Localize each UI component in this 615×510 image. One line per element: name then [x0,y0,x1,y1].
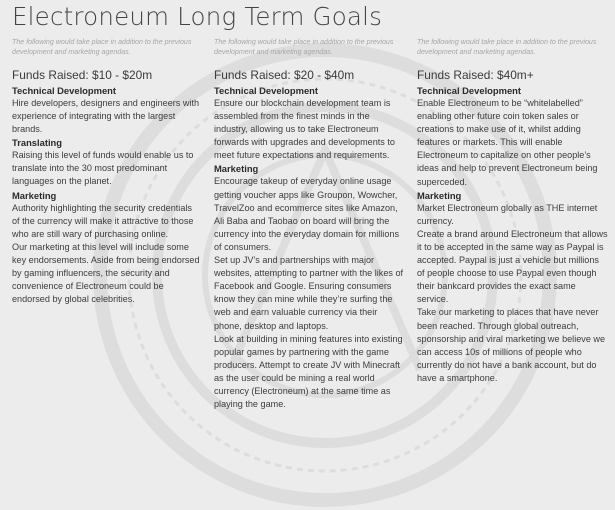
section-body [12,97,202,136]
section-heading-technical-development: Technical Development [214,85,319,96]
paragraph: Look at building in mining features into existing popular games by partnering with the game producers. Attempt to create JV with Minecraft as the user could be mining a real world currency (Electroneum) at the same time as playing the game. [214,333,403,410]
paragraph: Hire developers, designers and engineers with experience of integrating with the largest brands. [12,98,200,135]
paragraph: Market Electroneum globally as THE internet currency. [417,202,598,226]
section-body [214,175,404,411]
section-heading-technical-development: Technical Development [417,85,522,96]
funds-raised-heading: Funds Raised: $40m+ [417,68,534,82]
paragraph: Ensure our blockchain development team is assembled from the finest minds in the industry, allowing us to take Electroneum forwards with upgrades and developments to meet future expectations and requirements. [214,98,395,161]
funds-raised-heading: Funds Raised: $20 - $40m [214,68,355,82]
page-title: Electroneum Long Term Goals [12,2,383,31]
tier-note: The following would take place in addition to the previous development and marketing agendas. [214,38,394,56]
section-heading-marketing: Marketing [12,189,57,201]
tier-note: The following would take place in addition to the previous development and marketing agendas. [417,38,597,56]
paragraph: Encourage takeup of everyday online usage getting voucher apps like Groupon, Wowcher, TravelZoo and ecommerce sites like Amazon, Ali Baba and Taobao on board will bring the currency into the everyday domain for millions of consumers. [214,176,399,252]
section-heading-marketing: Marketing [214,163,259,175]
paragraph: Set up JV’s and partnerships with major websites, attempting to partner with the likes of Facebook and Google. Ensuring consumers know they can mine while they’re surfing the web and earn valuable currency via their phone, desktop and laptops. [214,255,404,331]
funding-tier-column [12,37,202,306]
paragraph: Raising this level of funds would enable us to translate into the 30 most predominant languages on the planet. [12,150,194,187]
section-body [12,149,202,188]
paragraph: Our marketing at this level will include some key endorsements. Aside from being endorsed by gaming influencers, the security and convenience of Electroneum could be endorsed by global celebrities. [12,241,200,305]
paragraph: Enable Electroneum to be “whitelabelled” enabling other future coin token sales or creations to make use of it, whilst adding features or markets. This will enable Electroneum to capitalize on other people’s ideas and help to prevent Electroneum being superceded. [417,98,598,187]
funding-tier-column [214,37,404,411]
section-heading-technical-development: Technical Development [12,85,117,96]
tier-note: The following would take place in addition to the previous development and marketing agendas. [12,38,192,56]
paragraph: Take our marketing to places that have never been reached. Through global outreach, sponsorship and viral marketing we believe we can access 10s of millions of people who currently do not have a bank account, but do have a smartphone. [417,307,606,383]
section-body [12,202,202,307]
section-body [417,202,609,385]
section-body [417,97,609,189]
funding-tier-column [417,37,609,385]
section-heading-marketing: Marketing [417,189,462,201]
funds-raised-heading: Funds Raised: $10 - $20m [12,68,153,82]
paragraph: Create a brand around Electroneum that allows it to be accepted in the same way as Paypal is accepted. Paypal is just a vehicle but millions of people choose to use Paypal even though their bankcard provides the exact same service. [417,228,608,305]
section-heading-translating: Translating [12,137,63,149]
paragraph: Authority highlighting the security credentials of the currency will make it attractive to those who are still wary of purchasing online. [12,202,194,239]
section-body [214,97,404,162]
